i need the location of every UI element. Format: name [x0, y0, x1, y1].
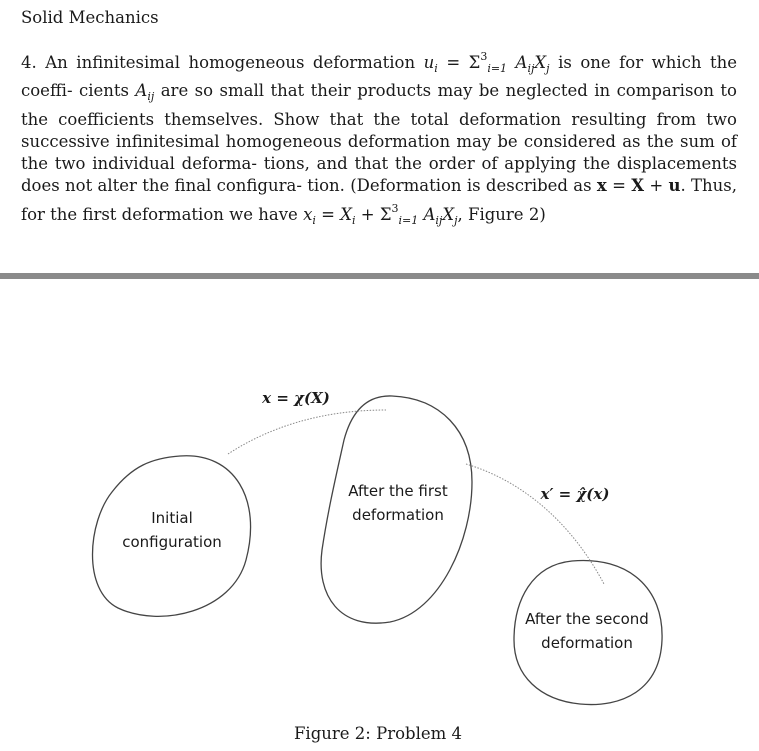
sum-symbol: = Σ: [437, 53, 481, 72]
xi-sub: i: [312, 213, 316, 227]
deformation-figure: [0, 280, 759, 751]
sum-lower: i=1: [487, 62, 508, 75]
text-3: . Thus, for the first deformation we have: [21, 176, 737, 224]
text-tail: , Figure 2): [457, 204, 546, 224]
text-1: is one for which the coeffi- cients: [21, 53, 738, 101]
bold-X: X: [631, 176, 645, 196]
equals-2: =: [315, 204, 341, 224]
X2-sub: j: [454, 213, 458, 227]
initial-label-line2: configuration: [122, 533, 222, 551]
x-term: X: [534, 53, 547, 72]
A2-sub: ij: [435, 213, 443, 227]
coef-term: A: [507, 53, 528, 72]
coef-symbol: A: [135, 81, 148, 101]
initial-label-line1: Initial: [151, 509, 193, 527]
text-2: are so small that their products may be neglected in comparison to the coefficients themselves. Show that the total deformation resulting from two successive infinitesimal homogeneous deformation may be considered as the sum of the two individual deforma- tions, and that the order of applying the displacements does not alter the final configura- tion. (Deformation is described as: [21, 81, 737, 196]
coef-symbol-sub: ij: [147, 90, 155, 104]
problem-number: 4.: [21, 53, 37, 72]
xi-symbol: x: [303, 204, 313, 224]
bold-u: u: [668, 176, 681, 196]
displacement-sub: i: [434, 62, 438, 75]
running-header: Solid Mechanics: [21, 8, 159, 27]
displacement-symbol: u: [423, 53, 435, 72]
Xi-sub: i: [351, 213, 356, 227]
figure-caption: Figure 2: Problem 4: [293, 724, 463, 743]
equals-sign: =: [606, 176, 632, 196]
second-label-line1: After the second: [525, 610, 649, 628]
first-label-line2: deformation: [352, 506, 444, 524]
intro-text: An infinitesimal homogeneous deformation: [45, 53, 416, 72]
second-mapping-arc: [466, 464, 604, 584]
Xi-symbol: X: [340, 204, 352, 224]
sum2-symbol: + Σ: [355, 204, 392, 224]
sum2-lower: i=1: [398, 213, 419, 227]
second-deformation-shape: [514, 560, 662, 704]
bold-x: x: [596, 176, 607, 196]
second-mapping-label: x′ = χ̂(x): [540, 485, 610, 503]
second-label-line2: deformation: [541, 634, 633, 652]
sum-upper: 3: [480, 50, 488, 63]
section-divider: [0, 273, 759, 279]
sum2-upper: 3: [391, 201, 399, 215]
plus-sign: +: [644, 176, 669, 196]
first-mapping-label: x = χ(X): [262, 389, 330, 407]
X2-symbol: X: [442, 204, 455, 224]
x-term-sub: j: [546, 62, 550, 75]
coef-term-sub: ij: [527, 62, 535, 75]
A2-symbol: A: [418, 204, 436, 224]
problem-text: [21, 46, 737, 232]
first-label-line1: After the first: [348, 482, 448, 500]
first-mapping-arc: [228, 410, 386, 454]
